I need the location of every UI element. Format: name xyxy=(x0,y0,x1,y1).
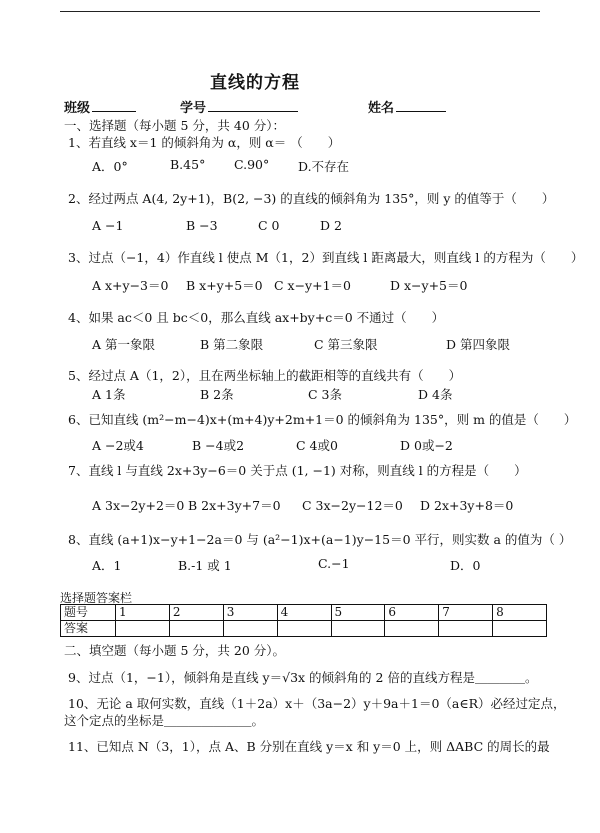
q4-option-a: A 第一象限 xyxy=(92,337,156,352)
class-label: 班级 xyxy=(64,101,91,116)
q5-option-d: D 4条 xyxy=(418,387,453,402)
student-no-field[interactable] xyxy=(180,97,206,116)
q5-option-c: C 3条 xyxy=(308,387,342,402)
question-3-stem: 3、过点（−1，4）作直线 l 使点 M（1，2）到直线 l 距离最大，则直线 l 的方程为（ ） xyxy=(68,250,584,265)
answer-number-3: 3 xyxy=(223,605,277,621)
q3-option-c: C x−y+1＝0 xyxy=(274,278,352,293)
name-field[interactable] xyxy=(368,97,394,116)
answer-number-4: 4 xyxy=(277,605,331,621)
q8-option-a: A．1 xyxy=(92,558,122,573)
row-label-answer: 答案 xyxy=(61,621,116,637)
section1-heading: 一、选择题（每小题 5 分，共 40 分）： xyxy=(64,118,286,133)
q6-option-b: B −4或2 xyxy=(192,438,245,453)
q6-option-d: D 0或−2 xyxy=(400,438,453,453)
q8-option-c: C.−1 xyxy=(318,556,350,571)
answer-number-5: 5 xyxy=(331,605,385,621)
class-field[interactable] xyxy=(64,97,90,116)
q4-option-d: D 第四象限 xyxy=(446,337,510,352)
q7-option-c: C 3x−2y−12＝0 xyxy=(302,498,403,513)
q8-option-d: D．0 xyxy=(450,558,481,573)
q3-option-d: D x−y+5＝0 xyxy=(390,278,468,293)
answer-table xyxy=(60,604,547,637)
q7-option-b: B 2x+3y+7＝0 xyxy=(188,498,281,513)
section2-heading: 二、填空题（每小题 5 分，共 20 分）。 xyxy=(64,643,286,658)
question-4-stem: 4、如果 ac＜0 且 bc＜0，那么直线 ax+by+c＝0 不通过（ ） xyxy=(68,310,445,325)
answer-cell-5[interactable] xyxy=(331,621,385,637)
question-1-stem: 1、若直线 x＝1 的倾斜角为 α，则 α＝ （ ） xyxy=(68,135,341,150)
q2-option-c: C 0 xyxy=(258,218,280,233)
q5-option-a: A 1条 xyxy=(92,387,126,402)
q4-option-c: C 第三象限 xyxy=(314,337,378,352)
q2-option-a: A −1 xyxy=(92,218,124,233)
question-9: 9、过点（1，−1），倾斜角是直线 y＝√3x 的倾斜角的 2 倍的直线方程是＿＿＿＿。 xyxy=(68,670,538,685)
q1-option-c: C.90° xyxy=(234,157,270,172)
question-2-stem: 2、经过两点 A(4, 2y+1)，B(2, −3) 的直线的倾斜角为 135°，则 y 的值等于（ ） xyxy=(68,191,555,206)
answer-cell-8[interactable] xyxy=(493,621,547,637)
q1-option-b: B.45° xyxy=(170,157,206,172)
q4-option-b: B 第二象限 xyxy=(200,337,264,352)
question-7-stem: 7、直线 l 与直线 2x+3y−6＝0 关于点 (1, −1) 对称，则直线 l 的方程是（ ） xyxy=(68,463,527,478)
q1-option-d: D.不存在 xyxy=(298,159,350,174)
q6-option-c: C 4或0 xyxy=(296,438,338,453)
page-title: 直线的方程 xyxy=(210,73,300,93)
q7-option-a: A 3x−2y+2＝0 xyxy=(92,498,185,513)
answer-table-number-row xyxy=(61,605,547,621)
question-11: 11、已知点 N（3，1），点 A、B 分别在直线 y＝x 和 y＝0 上，则 ΔABC 的周长的最 xyxy=(68,739,550,754)
answer-table-caption: 选择题答案栏 xyxy=(60,591,133,605)
answer-cell-7[interactable] xyxy=(439,621,493,637)
q3-option-b: B x+y+5＝0 xyxy=(186,278,263,293)
question-8-stem: 8、直线 (a+1)x−y+1−2a＝0 与 (a²−1)x+(a−1)y−15＝0 平行，则实数 a 的值为（ ） xyxy=(68,532,572,547)
student-no-label: 学号 xyxy=(180,101,207,116)
q2-option-d: D 2 xyxy=(320,218,342,233)
answer-cell-4[interactable] xyxy=(277,621,331,637)
q1-option-a: A．0° xyxy=(92,159,128,174)
name-label: 姓名 xyxy=(368,101,395,116)
answer-number-2: 2 xyxy=(169,605,223,621)
q2-option-b: B −3 xyxy=(186,218,218,233)
question-6-stem: 6、已知直线 (m²−m−4)x+(m+4)y+2m+1＝0 的倾斜角为 135°，则 m 的值是（ ） xyxy=(68,412,577,427)
q8-option-b: B.-1 或 1 xyxy=(178,558,232,573)
question-10-line-2: 这个定点的坐标是＿＿＿＿＿＿＿。 xyxy=(64,713,265,728)
answer-cell-6[interactable] xyxy=(385,621,439,637)
q3-option-a: A x+y−3＝0 xyxy=(92,278,169,293)
q7-option-d: D 2x+3y+8＝0 xyxy=(420,498,514,513)
answer-cell-2[interactable] xyxy=(169,621,223,637)
answer-table-answer-row xyxy=(61,621,547,637)
answer-number-1: 1 xyxy=(116,605,170,621)
q5-option-b: B 2条 xyxy=(200,387,234,402)
answer-cell-1[interactable] xyxy=(116,621,170,637)
answer-number-8: 8 xyxy=(493,605,547,621)
question-10-line-1: 10、无论 a 取何实数，直线（1＋2a）x＋（3a−2）y＋9a＋1＝0（a∈R）必经过定点， xyxy=(68,696,566,711)
question-5-stem: 5、经过点 A（1，2），且在两坐标轴上的截距相等的直线共有（ ） xyxy=(68,368,462,383)
answer-number-6: 6 xyxy=(385,605,439,621)
answer-number-7: 7 xyxy=(439,605,493,621)
q6-option-a: A −2或4 xyxy=(92,438,144,453)
answer-cell-3[interactable] xyxy=(223,621,277,637)
top-rule xyxy=(60,11,540,12)
row-label-number: 题号 xyxy=(61,605,116,621)
